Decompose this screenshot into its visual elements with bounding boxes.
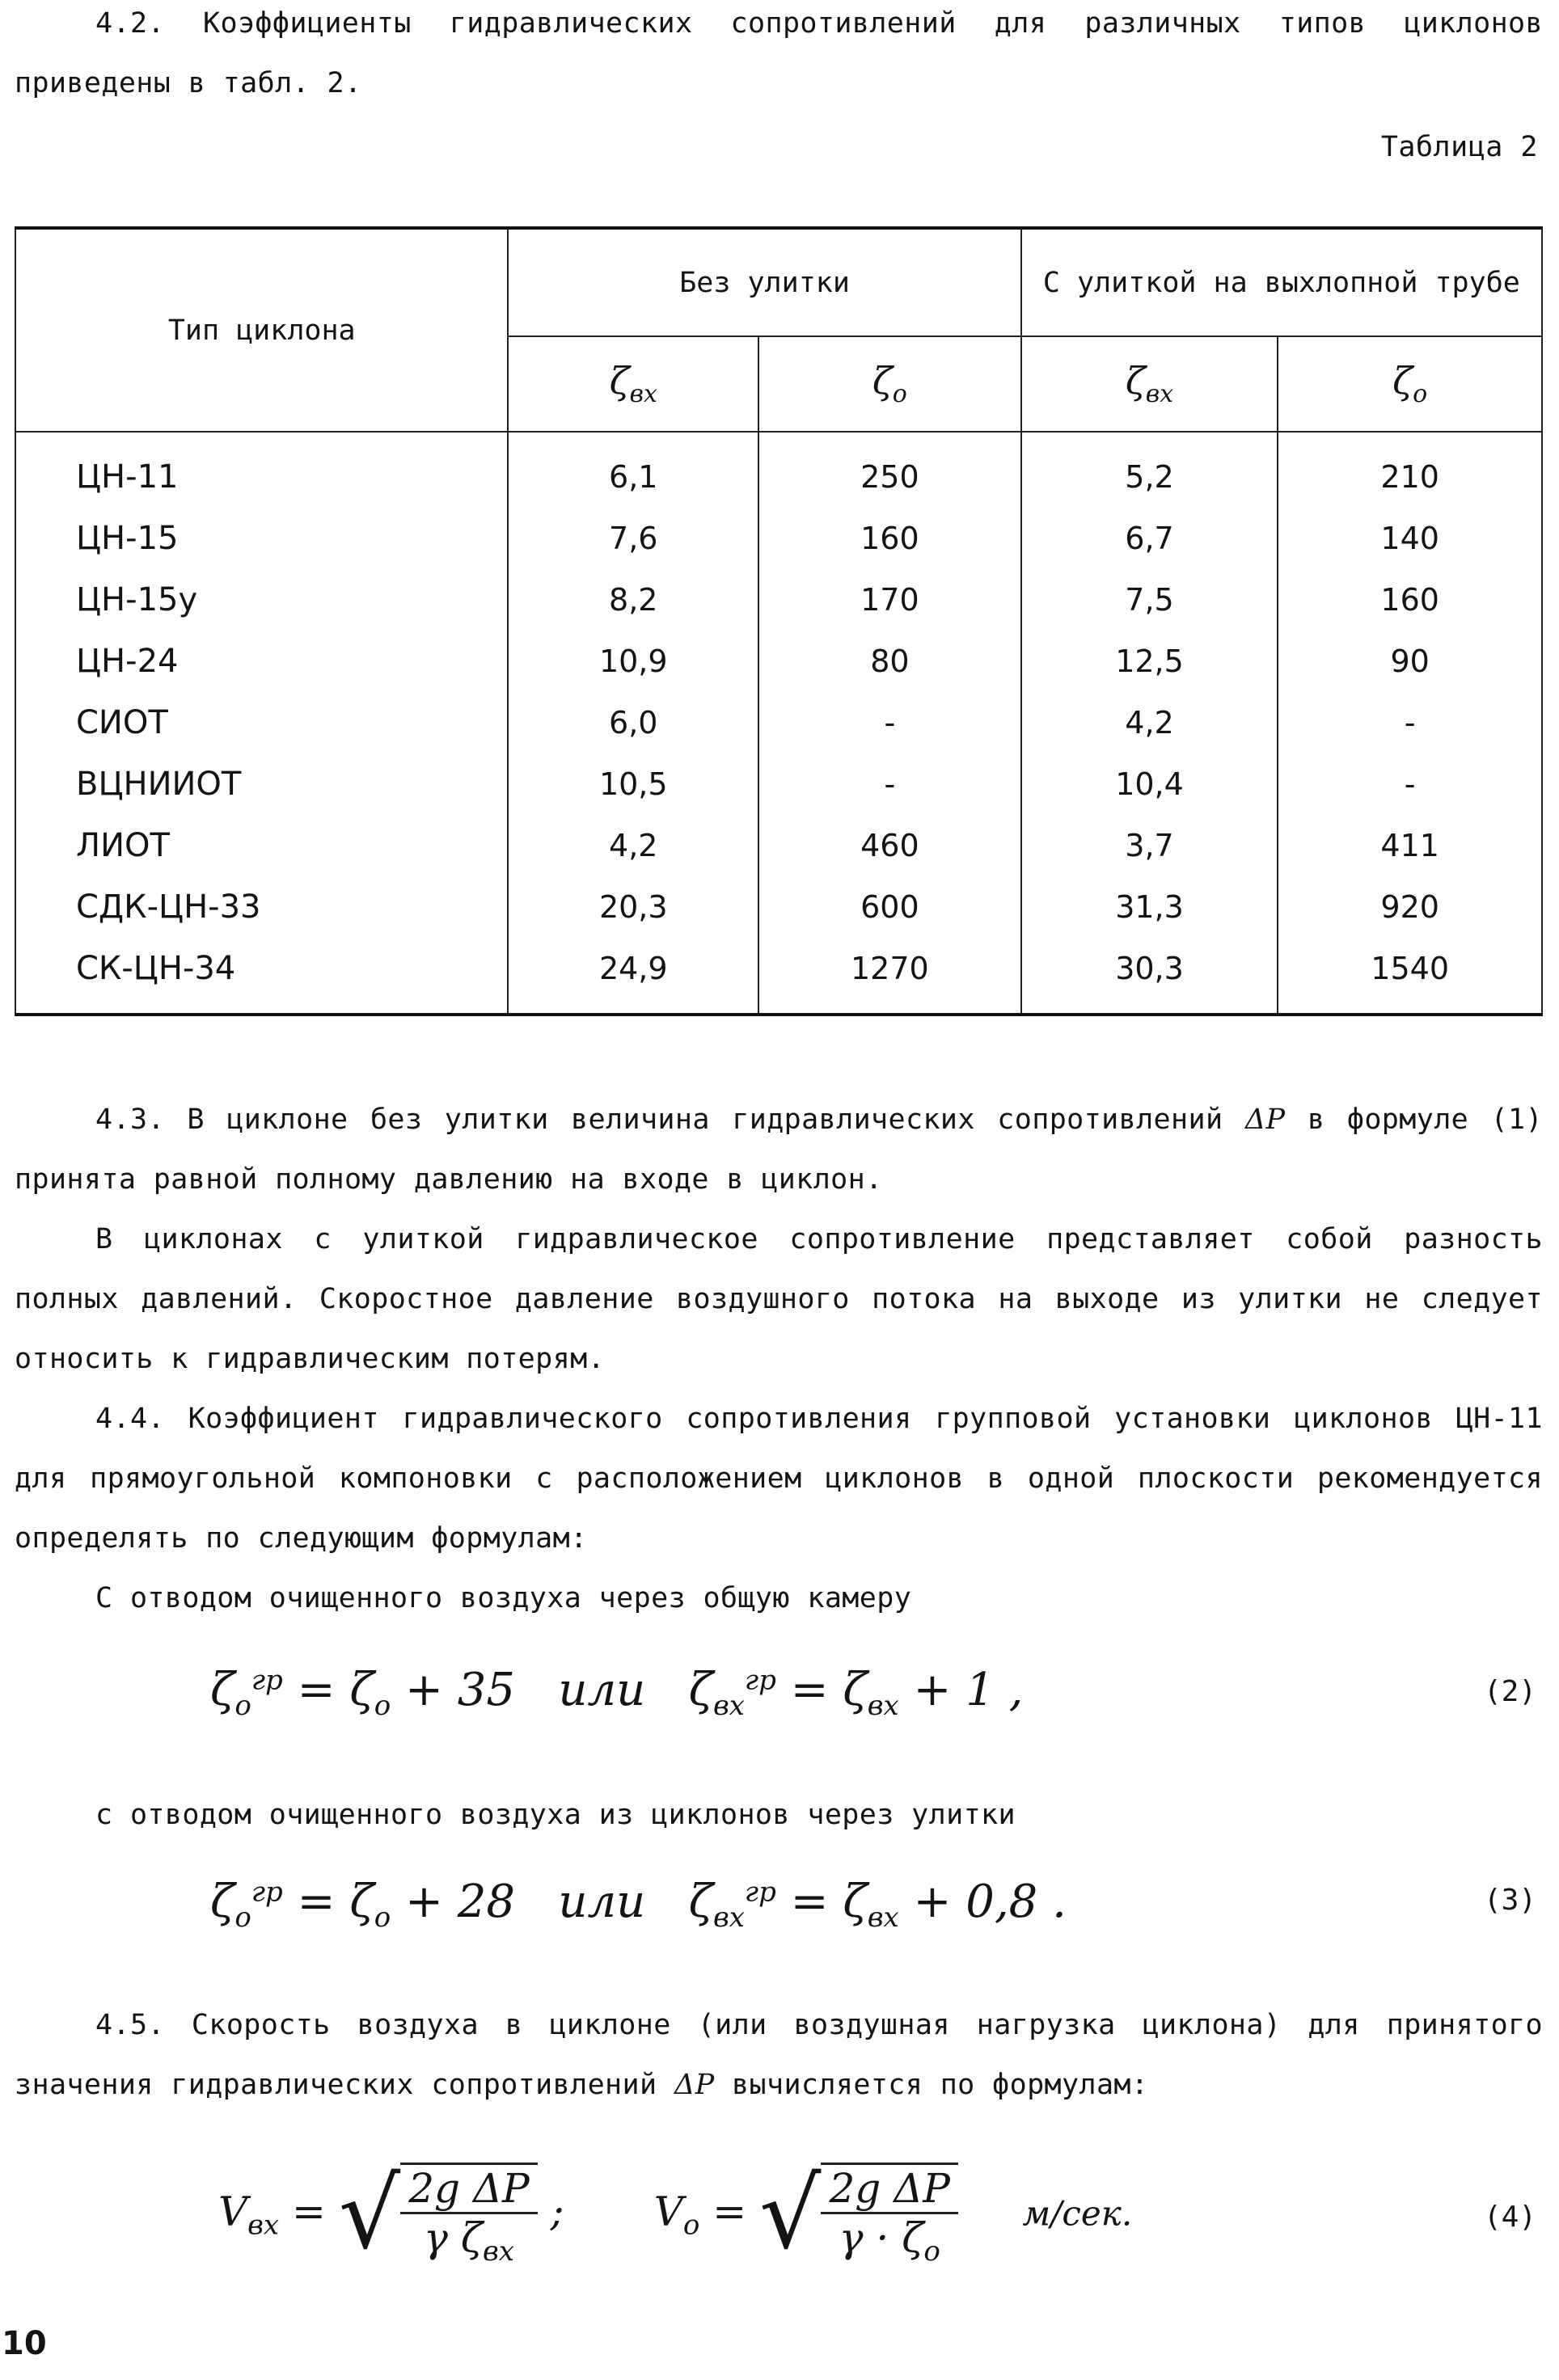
zeta-in-no-snail-cell: 6,1 (508, 432, 758, 508)
table-row (15, 753, 1542, 815)
case-via-snails: с отводом очищенного воздуха из циклонов через улитки (95, 1799, 1016, 1831)
zeta-in-no-snail-cell: 10,9 (508, 631, 758, 692)
formula-3: $\zeta_о^{гр} = \zeta_о + 28$ или $\zeta_{вх}^{гр} = \zeta_{вх} + 0,8$ . (210, 1876, 1067, 1935)
table-row (15, 876, 1542, 938)
cyclone-type-cell: ЦН-24 (15, 631, 508, 692)
formula-4: $V_{вх}$ = √ $\frac{\text{2g ΔP}}{\gamma \zeta_{вх}}$ ; $V_о$ = √ $\frac{\text{2g ΔP}}{\gamma \cdot \zeta_о}$ м/сек. (218, 2158, 1133, 2271)
zeta-o-no-snail-cell: 250 (758, 432, 1021, 508)
coefficients-table (15, 226, 1543, 1016)
header-zeta-o-1: $\zeta_о$ (758, 336, 1021, 432)
zeta-in-snail-cell: 7,5 (1021, 569, 1278, 631)
zeta-o-snail-cell: 140 (1278, 508, 1542, 569)
zeta-o-snail-cell: 160 (1278, 569, 1542, 631)
paragraph-4-2: 4.2. Коэффициенты гидравлических сопротивлений для различных типов циклонов приведены в табл. 2. (15, 7, 1543, 99)
zeta-in-snail-cell: 10,4 (1021, 753, 1278, 815)
table-row (15, 692, 1542, 753)
zeta-o-no-snail-cell: - (758, 753, 1021, 815)
equation-number-4: (4) (1483, 2201, 1536, 2234)
zeta-in-no-snail-cell: 20,3 (508, 876, 758, 938)
zeta-in-no-snail-cell: 8,2 (508, 569, 758, 631)
zeta-o-no-snail-cell: - (758, 692, 1021, 753)
table-row (15, 631, 1542, 692)
paragraph-4-3: 4.3. В циклоне без улитки величина гидравлических сопротивлений ΔP в формуле (1) принята равной полному давлению на входе в циклон. (15, 1103, 1543, 1196)
header-zeta-in-1: $\zeta_{вх}$ (508, 336, 758, 432)
header-zeta-in-2: $\zeta_{вх}$ (1021, 336, 1278, 432)
zeta-o-snail-cell: 920 (1278, 876, 1542, 938)
cyclone-type-cell: ВЦНИИОТ (15, 753, 508, 815)
table-row (15, 569, 1542, 631)
cyclone-type-cell: ЦН-11 (15, 432, 508, 508)
header-with-snail: С улиткой на выхлопной трубе (1021, 228, 1542, 336)
zeta-o-snail-cell: 411 (1278, 815, 1542, 876)
zeta-o-no-snail-cell: 600 (758, 876, 1021, 938)
zeta-in-snail-cell: 5,2 (1021, 432, 1278, 508)
zeta-in-snail-cell: 3,7 (1021, 815, 1278, 876)
header-cyclone-type: Тип циклона (15, 228, 508, 432)
zeta-o-no-snail-cell: 460 (758, 815, 1021, 876)
zeta-o-snail-cell: 1540 (1278, 938, 1542, 1015)
zeta-in-no-snail-cell: 6,0 (508, 692, 758, 753)
table-row (15, 508, 1542, 569)
sqrt-symbol: √ (759, 2158, 822, 2271)
table-caption: Таблица 2 (1380, 131, 1538, 163)
zeta-o-no-snail-cell: 80 (758, 631, 1021, 692)
table-row (15, 432, 1542, 508)
header-without-snail: Без улитки (508, 228, 1020, 336)
zeta-o-snail-cell: - (1278, 753, 1542, 815)
cyclone-type-cell: ЦН-15у (15, 569, 508, 631)
table-row (15, 938, 1542, 1015)
paragraph-4-4: 4.4. Коэффициент гидравлического сопротивления групповой установки циклонов ЦН-11 для прямоугольной компоновки с расположением циклонов в одной плоскости рекомендуется определять по следующим формулам: (15, 1403, 1543, 1555)
sqrt-symbol: √ (338, 2158, 401, 2271)
zeta-in-snail-cell: 30,3 (1021, 938, 1278, 1015)
cyclone-type-cell: СК-ЦН-34 (15, 938, 508, 1015)
zeta-in-snail-cell: 12,5 (1021, 631, 1278, 692)
zeta-in-snail-cell: 4,2 (1021, 692, 1278, 753)
page-number: 10 (2, 2325, 47, 2362)
paragraph-4-5: 4.5. Скорость воздуха в циклоне (или воздушная нагрузка циклона) для принятого значения гидравлических сопротивлений ΔP вычисляется по формулам: (15, 2009, 1543, 2101)
zeta-in-no-snail-cell: 10,5 (508, 753, 758, 815)
zeta-in-snail-cell: 31,3 (1021, 876, 1278, 938)
cyclone-type-cell: СДК-ЦН-33 (15, 876, 508, 938)
zeta-o-no-snail-cell: 170 (758, 569, 1021, 631)
zeta-in-no-snail-cell: 4,2 (508, 815, 758, 876)
zeta-o-snail-cell: 90 (1278, 631, 1542, 692)
cyclone-type-cell: ЦН-15 (15, 508, 508, 569)
zeta-o-no-snail-cell: 1270 (758, 938, 1021, 1015)
paragraph-4-3-continued: В циклонах с улиткой гидравлическое сопротивление представляет собой разность полных давлений. Скоростное давление воздушного потока на выходе из улитки не следует относить к гидравлическим потерям. (15, 1223, 1543, 1375)
zeta-o-snail-cell: 210 (1278, 432, 1542, 508)
cyclone-type-cell: ЛИОТ (15, 815, 508, 876)
equation-number-2: (2) (1483, 1675, 1536, 1708)
equation-number-3: (3) (1483, 1884, 1536, 1917)
table-row (15, 815, 1542, 876)
zeta-in-no-snail-cell: 7,6 (508, 508, 758, 569)
header-zeta-o-2: $\zeta_о$ (1278, 336, 1542, 432)
zeta-in-no-snail-cell: 24,9 (508, 938, 758, 1015)
zeta-o-snail-cell: - (1278, 692, 1542, 753)
formula-2: $\zeta_о^{гр} = \zeta_о + 35$ или $\zeta_{вх}^{гр} = \zeta_{вх} + 1$ , (210, 1664, 1024, 1723)
cyclone-type-cell: СИОТ (15, 692, 508, 753)
zeta-in-snail-cell: 6,7 (1021, 508, 1278, 569)
zeta-o-no-snail-cell: 160 (758, 508, 1021, 569)
case-common-chamber: С отводом очищенного воздуха через общую камеру (95, 1582, 912, 1614)
